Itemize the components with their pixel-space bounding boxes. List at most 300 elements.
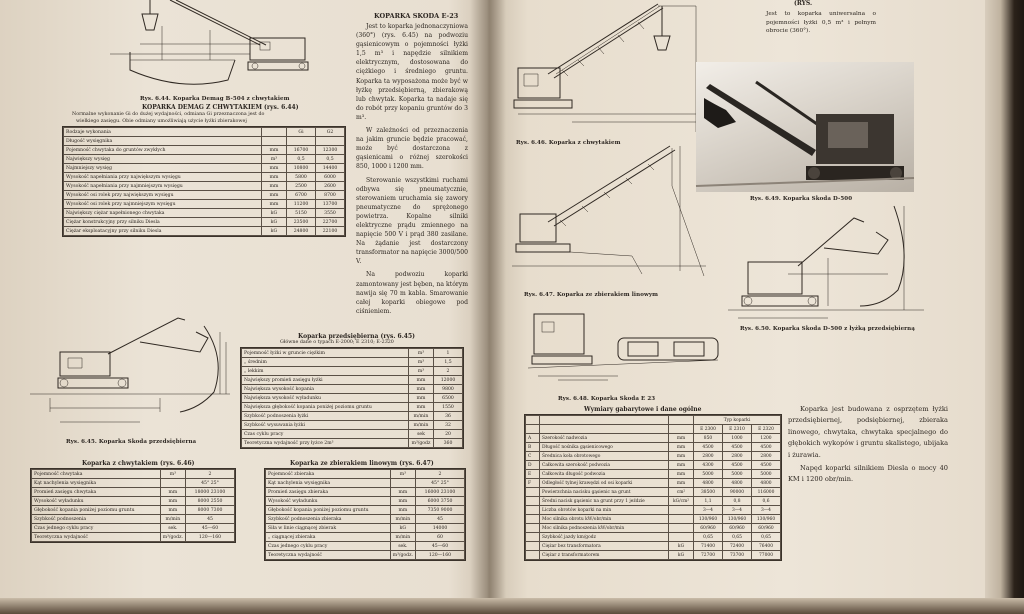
table-cell: Średnica koła obrotowego — [540, 452, 669, 461]
table-row — [32, 479, 235, 488]
fig-649-photo — [696, 62, 914, 192]
table-cell: 45° 25° — [186, 479, 235, 488]
table-row — [266, 488, 465, 497]
table-cell: m/min — [390, 533, 415, 542]
table-cell: mm — [390, 506, 415, 515]
table-cell: Pojemność zbieraka — [266, 470, 391, 479]
fig-647-drawing — [512, 146, 712, 281]
table-cell: Czas jednego cyklu pracy — [32, 524, 161, 533]
table-cell — [526, 497, 540, 506]
corner-text: Jest to koparka uniwersalna o pojemności łyżki 0,5 m³ i pełnym obrocie (360°). — [766, 11, 876, 34]
table-row — [526, 434, 781, 443]
chwytak-table-header — [32, 470, 235, 479]
fig-645-drawing — [30, 312, 230, 432]
zbierak-table-header — [266, 470, 465, 479]
table-cell: Ciężar bez transformatora — [540, 542, 669, 551]
table-cell: 4500 — [752, 443, 781, 452]
table-cell: 23500 — [287, 218, 316, 227]
table-cell: Wysokość osi rolek przy najmniejszym wysięgu — [64, 200, 262, 209]
table-row — [64, 146, 345, 155]
table-row — [242, 367, 463, 376]
table-row — [266, 551, 465, 560]
table-row — [266, 479, 465, 488]
table-cell: E — [526, 470, 540, 479]
table-cell: Szybkość wysuwania łyżki — [242, 421, 409, 430]
table-cell — [160, 479, 185, 488]
table-cell: 45—60 — [416, 542, 465, 551]
table-cell — [262, 137, 287, 146]
table-cell: 60/960 — [694, 524, 723, 533]
table-cell: 0,6 — [752, 497, 781, 506]
table-cell: Wysokość napełniania przy największym wysięgu — [64, 173, 262, 182]
table-cell: A — [526, 434, 540, 443]
table-cell: Kąt nachylenia wysięgnika — [32, 479, 161, 488]
table-cell: mm — [262, 164, 287, 173]
table-cell: Odległość tylnej krawędzi od osi koparki — [540, 479, 669, 488]
table-row — [64, 164, 345, 173]
table-cell: kG — [390, 524, 415, 533]
table-cell: 6000 3750 — [416, 497, 465, 506]
table-cell: 22700 — [316, 218, 345, 227]
table-row — [526, 461, 781, 470]
table-cell: Moc silnika obrotu kW/obr/min — [540, 515, 669, 524]
table-cell: 1200 — [752, 434, 781, 443]
table-cell: 3—4 — [752, 506, 781, 515]
table-cell — [669, 533, 694, 542]
excavator-photo-image — [696, 62, 914, 192]
table-cell: 4500 — [723, 461, 752, 470]
zbierak-table-title: Koparka ze zbierakiem linowym (rys. 6.47) — [290, 460, 434, 467]
table-cell: Teoretyczna wydajność — [266, 551, 391, 560]
table-row — [266, 542, 465, 551]
table-cell: kG — [262, 218, 287, 227]
table-row — [242, 439, 463, 448]
table-cell: mm — [409, 385, 434, 394]
table-row — [242, 403, 463, 412]
chwytak-table-title: Koparka z chwytakiem (rys. 6.46) — [82, 460, 195, 467]
table-cell: m³ — [409, 367, 434, 376]
table-cell: m³ — [390, 470, 415, 479]
table-row — [526, 533, 781, 542]
table-cell: sek — [409, 430, 434, 439]
table-cell: m/min — [409, 412, 434, 421]
table-cell: sek. — [390, 542, 415, 551]
table-row — [266, 533, 465, 542]
table-row — [64, 155, 345, 164]
book-gutter — [470, 0, 506, 600]
paragraph: Napęd koparki silnikiem Diesla o mocy 40 KM i 1200 obr/min. — [788, 464, 948, 484]
table-row — [526, 506, 781, 515]
table-cell: Długość wysięgnika — [64, 137, 262, 146]
demag-header-cell: G2 — [316, 128, 345, 137]
table-cell: Największy ciężar napełnionego chwytaka — [64, 209, 262, 218]
fig-648-caption: Rys. 6.48. Koparka Skoda E 23 — [558, 396, 656, 402]
table-cell: 9800 — [434, 385, 463, 394]
table-cell — [526, 506, 540, 515]
table-cell: 20 — [434, 430, 463, 439]
table-cell: 0,8 — [723, 497, 752, 506]
table-cell: „ lekkim — [242, 367, 409, 376]
paragraph: W zależności od przeznaczenia na jakim gruncie będzie pracować, może być dostarczona z gąsienicami o różnej szerokości 850, 1000 i 1200 mm. — [356, 127, 468, 171]
table-cell: Kąt nachylenia wysięgnika — [266, 479, 391, 488]
table-row — [526, 470, 781, 479]
table-cell — [526, 488, 540, 497]
demag-table-title: KOPARKA DEMAG Z CHWYTAKIEM (rys. 6.44) — [142, 104, 299, 111]
table-cell: Największa wysokość kopania — [242, 385, 409, 394]
table-cell: D — [526, 461, 540, 470]
table-cell: 850 — [694, 434, 723, 443]
table-cell: Długość nośnika gąsienicowego — [540, 443, 669, 452]
table-cell — [390, 479, 415, 488]
table-cell: 1,1 — [694, 497, 723, 506]
table-cell: 45 — [416, 515, 465, 524]
table-cell — [526, 524, 540, 533]
fig-649-caption: Rys. 6.49. Koparka Skoda D-500 — [750, 196, 853, 202]
table-cell: 5000 — [694, 470, 723, 479]
text-column — [356, 22, 468, 316]
book-page-edges — [985, 0, 1024, 614]
table-cell: 32 — [434, 421, 463, 430]
table-cell — [526, 515, 540, 524]
table-cell: Szybkość jazdy km/godz — [540, 533, 669, 542]
table-cell: 3—4 — [723, 506, 752, 515]
table-row — [526, 524, 781, 533]
table-cell: 13700 — [316, 200, 345, 209]
table-cell: 116000 — [752, 488, 781, 497]
table-row — [242, 412, 463, 421]
table-cell: kG — [669, 551, 694, 560]
table-cell: m³/godz. — [390, 551, 415, 560]
table-cell: 0,65 — [694, 533, 723, 542]
table-cell: 2600 — [316, 182, 345, 191]
table-row — [64, 227, 345, 236]
demag-table-header — [64, 128, 345, 137]
table-cell: 6000 — [316, 173, 345, 182]
table-cell: mm — [390, 497, 415, 506]
table-row — [266, 506, 465, 515]
table-cell: Ciężar eksploatacyjny przy silniku Diesla — [64, 227, 262, 236]
table-cell: „ ciągnącej zbieraka — [266, 533, 391, 542]
table-cell: 2800 — [723, 452, 752, 461]
demag-header-cell: Rodzaje wykonania — [64, 128, 262, 137]
table-cell: Moc silnika podnoszenia kW/obr/min — [540, 524, 669, 533]
fig-645-caption: Rys. 6.45. Koparka Skoda przedsiębierna — [66, 439, 197, 445]
table-cell: 5800 — [287, 173, 316, 182]
dims-table-title: Wymiary gabarytowe i dane ogólne — [584, 406, 702, 413]
table-cell: 2 — [416, 470, 465, 479]
fig-650-drawing — [728, 206, 928, 326]
table-cell: 360 — [434, 439, 463, 448]
table-cell: Największa wysokość wyładunku — [242, 394, 409, 403]
table-cell: Wysokość wyładunku — [266, 497, 391, 506]
table-cell: 4500 — [723, 443, 752, 452]
table-cell: kG/cm² — [669, 497, 694, 506]
table-cell: 38500 — [694, 488, 723, 497]
table-cell: 2800 — [752, 452, 781, 461]
table-cell: mm — [160, 506, 185, 515]
table-cell: 72400 — [723, 542, 752, 551]
table-cell: 0,5 — [287, 155, 316, 164]
table-cell: 71400 — [694, 542, 723, 551]
table-cell: m³ — [262, 155, 287, 164]
table-cell: Teoretyczna wydajność — [32, 533, 161, 542]
table-cell: C — [526, 452, 540, 461]
table-cell: 5000 — [723, 470, 752, 479]
table-cell: 2 — [186, 470, 235, 479]
table-cell: 2800 — [694, 452, 723, 461]
paragraph: Na podwoziu koparki zamontowany jest bęben, na którym nawija się 70 m kabla. Smarowanie całej koparki obiegowe pod ciśnieniem. — [356, 271, 468, 315]
fig-650-caption: Rys. 6.50. Koparka Skoda D-500 z łyżką przedsiębierną — [740, 326, 915, 332]
table-cell — [669, 515, 694, 524]
table-cell: mm — [669, 479, 694, 488]
table-cell: mm — [160, 497, 185, 506]
table-cell: 6700 — [287, 191, 316, 200]
table-cell: Pojemność chwytaka do gruntów zwykłych — [64, 146, 262, 155]
table-cell: 8000 2550 — [186, 497, 235, 506]
type-label: E 2310 — [723, 425, 752, 434]
table-row — [526, 479, 781, 488]
table-cell: 4800 — [723, 479, 752, 488]
table-row — [266, 497, 465, 506]
chwytak-table — [30, 468, 236, 543]
table-cell: Teoretyczna wydajność przy łyżce 2m³ — [242, 439, 409, 448]
table-cell — [316, 137, 345, 146]
table-cell: 4300 — [694, 461, 723, 470]
table-cell: 6500 — [434, 394, 463, 403]
table-cell: mm — [669, 443, 694, 452]
table-row — [32, 515, 235, 524]
table-cell — [526, 533, 540, 542]
table-cell: Czas cyklu pracy — [242, 430, 409, 439]
table-cell: 5000 — [752, 470, 781, 479]
table-cell: Promień zasięgu chwytaka — [32, 488, 161, 497]
table-cell — [669, 416, 694, 425]
table-cell: 12000 — [434, 376, 463, 385]
fig-646-drawing — [508, 2, 708, 142]
demag-header-cell: Gi — [287, 128, 316, 137]
table-cell — [526, 542, 540, 551]
table-row — [32, 506, 235, 515]
table-cell: m/min — [390, 515, 415, 524]
table-cell: mm — [669, 470, 694, 479]
table-cell: Czas jednego cyklu pracy — [266, 542, 391, 551]
table-cell: mm — [262, 191, 287, 200]
table-row — [64, 209, 345, 218]
table-cell — [526, 425, 540, 434]
table-cell: 22100 — [316, 227, 345, 236]
table-cell: 4500 — [752, 461, 781, 470]
table-cell: 16700 — [287, 146, 316, 155]
table-cell — [526, 416, 540, 425]
table-cell: mm — [390, 488, 415, 497]
dims-table-types — [526, 425, 781, 434]
table-cell: 60/960 — [752, 524, 781, 533]
table-cell: Głębokość kopania poniżej poziomu gruntu — [266, 506, 391, 515]
table-cell: mm — [669, 461, 694, 470]
table-cell: 76400 — [752, 542, 781, 551]
demag-table-note-1: Normalne wykonanie Gi do dużej wydajności, odmiana Gi przeznaczona jest do — [72, 112, 265, 117]
table-cell: Największa głębokość kopania poniżej poziomu gruntu — [242, 403, 409, 412]
table-cell — [287, 137, 316, 146]
demag-table-note-2: wielkiego zasięgu. Obie odmiany umożliwiają użycie łyżki zbierakowej — [76, 119, 247, 124]
table-cell: 5150 — [287, 209, 316, 218]
right-page — [488, 0, 988, 600]
table-cell: 12300 — [316, 146, 345, 155]
przed-table-title: Koparka przedsiębierna (rys. 6.45) — [298, 333, 415, 340]
fig-644-drawing — [110, 0, 310, 90]
table-row — [64, 218, 345, 227]
table-cell: Pojemność chwytaka — [32, 470, 161, 479]
demag-header-cell — [262, 128, 287, 137]
table-cell: mm — [160, 488, 185, 497]
type-label: E 2320 — [752, 425, 781, 434]
table-cell: 90000 — [723, 488, 752, 497]
table-cell: mm — [409, 403, 434, 412]
table-cell — [669, 524, 694, 533]
table-cell: 120—160 — [186, 533, 235, 542]
fig-646-caption: Rys. 6.46. Koparka z chwytakiem — [516, 140, 621, 146]
table-row — [64, 191, 345, 200]
table-cell: 0,5 — [316, 155, 345, 164]
table-cell: 2500 — [287, 182, 316, 191]
table-cell: 130/960 — [752, 515, 781, 524]
table-cell: 18000 23100 — [186, 488, 235, 497]
table-cell: 7350 9000 — [416, 506, 465, 515]
table-cell: Liczba obrotów koparki na min — [540, 506, 669, 515]
table-cell: 4500 — [694, 443, 723, 452]
table-cell: 130/960 — [723, 515, 752, 524]
table-cell: mm — [669, 434, 694, 443]
table-cell: kG — [262, 227, 287, 236]
paragraph: Jest to koparka jednonaczyniowa (360°) (rys. 6.45) na podwoziu gąsienicowym o pojemności łyżki 1,5 m³ i napędzie silnikiem elektrycznym, dostosowana do ciężkiego i średniego gruntu. Koparka ta wyposażona może być w łyżkę przedsiębierną, zbierakową lub chwytak. Koparka ta nadaje się do robót przy kopaniu gruntów do 3 m³. — [356, 23, 468, 121]
table-cell: Całkowita szerokość podwozia — [540, 461, 669, 470]
table-cell: 14400 — [316, 164, 345, 173]
paragraph: Koparka jest budowana z osprzętem łyżki przedsiębiernej, podsiębiernej, zbieraka linowego, chwytaka, chwytaka specjalnego do głębokich wykopów i gruntu skalistego, ubijaka i żurawia. — [788, 405, 948, 459]
left-page — [0, 0, 488, 600]
table-cell: Głębokość kopania poniżej poziomu gruntu — [32, 506, 161, 515]
table-row — [64, 182, 345, 191]
table-cell — [540, 416, 669, 425]
table-cell: 1,5 — [434, 358, 463, 367]
table-cell: Szybkość podnoszenia — [32, 515, 161, 524]
table-cell: mm — [409, 376, 434, 385]
fig-647-caption: Rys. 6.47. Koparka ze zbierakiem linowym — [524, 292, 659, 298]
table-row — [526, 515, 781, 524]
table-cell: kG — [262, 209, 287, 218]
table-row — [242, 358, 463, 367]
przed-table — [240, 347, 464, 449]
table-cell: Powierzchnia nacisku gąsienic na grunt — [540, 488, 669, 497]
table-cell: F — [526, 479, 540, 488]
table-cell: 2 — [434, 367, 463, 376]
table-cell: Wysokość napełniania przy najmniejszym wysięgu — [64, 182, 262, 191]
table-row — [242, 349, 463, 358]
fig-644-caption: Rys. 6.44. Koparka Demag B-504 z chwytakiem — [140, 96, 290, 102]
table-row — [526, 488, 781, 497]
table-row — [32, 497, 235, 506]
table-cell: 4800 — [752, 479, 781, 488]
table-cell: 8700 — [316, 191, 345, 200]
table-cell: cm² — [669, 488, 694, 497]
table-cell: 3550 — [316, 209, 345, 218]
table-cell: „ średnim — [242, 358, 409, 367]
table-row — [242, 394, 463, 403]
table-cell: m³ — [160, 470, 185, 479]
table-cell: Całkowita długość podwozia — [540, 470, 669, 479]
table-cell: 45° 25° — [416, 479, 465, 488]
table-cell: 60 — [416, 533, 465, 542]
table-row — [526, 497, 781, 506]
table-cell: mm — [262, 146, 287, 155]
table-cell: Wysokość osi rolek przy największym wysięgu — [64, 191, 262, 200]
przed-table-subtitle: Główne dane o typach E-2000; E 2310; E-2320 — [280, 340, 394, 345]
table-cell: 77000 — [752, 551, 781, 560]
table-cell: sek. — [160, 524, 185, 533]
table-row — [64, 137, 345, 146]
table-cell: Wysokość wyładunku — [32, 497, 161, 506]
table-cell: m³/godz — [409, 439, 434, 448]
table-cell: 3—4 — [694, 506, 723, 515]
table-row — [32, 488, 235, 497]
table-cell: 60/960 — [723, 524, 752, 533]
table-cell: 10800 — [287, 164, 316, 173]
table-row — [526, 551, 781, 560]
table-cell: m/min — [409, 421, 434, 430]
table-cell: Siła w linie ciągnącej zbierak — [266, 524, 391, 533]
table-cell: 73700 — [723, 551, 752, 560]
table-cell: mm — [262, 182, 287, 191]
table-cell: mm — [409, 394, 434, 403]
table-cell: m³ — [409, 358, 434, 367]
table-cell: m/min — [160, 515, 185, 524]
table-cell: 72700 — [694, 551, 723, 560]
table-cell: 8000 7300 — [186, 506, 235, 515]
table-cell: 0,65 — [723, 533, 752, 542]
table-cell: Największy promień zasięgu łyżki — [242, 376, 409, 385]
table-row — [266, 524, 465, 533]
dims-table — [524, 414, 782, 561]
table-cell: B — [526, 443, 540, 452]
table-row — [242, 430, 463, 439]
table-cell: 4800 — [694, 479, 723, 488]
table-cell: 1000 — [723, 434, 752, 443]
table-cell: 0,65 — [752, 533, 781, 542]
table-row — [32, 533, 235, 542]
side-text — [788, 404, 948, 486]
table-row — [64, 173, 345, 182]
table-cell: kG — [669, 542, 694, 551]
table-cell: Pojemność łyżki w gruncie ciężkim — [242, 349, 409, 358]
table-row — [266, 515, 465, 524]
demag-table — [62, 126, 346, 237]
table-row — [64, 200, 345, 209]
table-cell: Szybkość podnoszenia zbieraka — [266, 515, 391, 524]
table-row — [526, 452, 781, 461]
table-cell: 24800 — [287, 227, 316, 236]
table-cell: 1550 — [434, 403, 463, 412]
table-cell — [540, 425, 669, 434]
zbierak-table — [264, 468, 466, 561]
table-cell: Największy wysięg — [64, 155, 262, 164]
table-cell — [669, 506, 694, 515]
table-cell — [526, 551, 540, 560]
table-cell: mm — [262, 173, 287, 182]
table-cell: 45 — [186, 515, 235, 524]
table-cell — [669, 425, 694, 434]
table-cell: 36 — [434, 412, 463, 421]
table-cell: 11200 — [287, 200, 316, 209]
table-cell: Promień zasięgu zbieraka — [266, 488, 391, 497]
